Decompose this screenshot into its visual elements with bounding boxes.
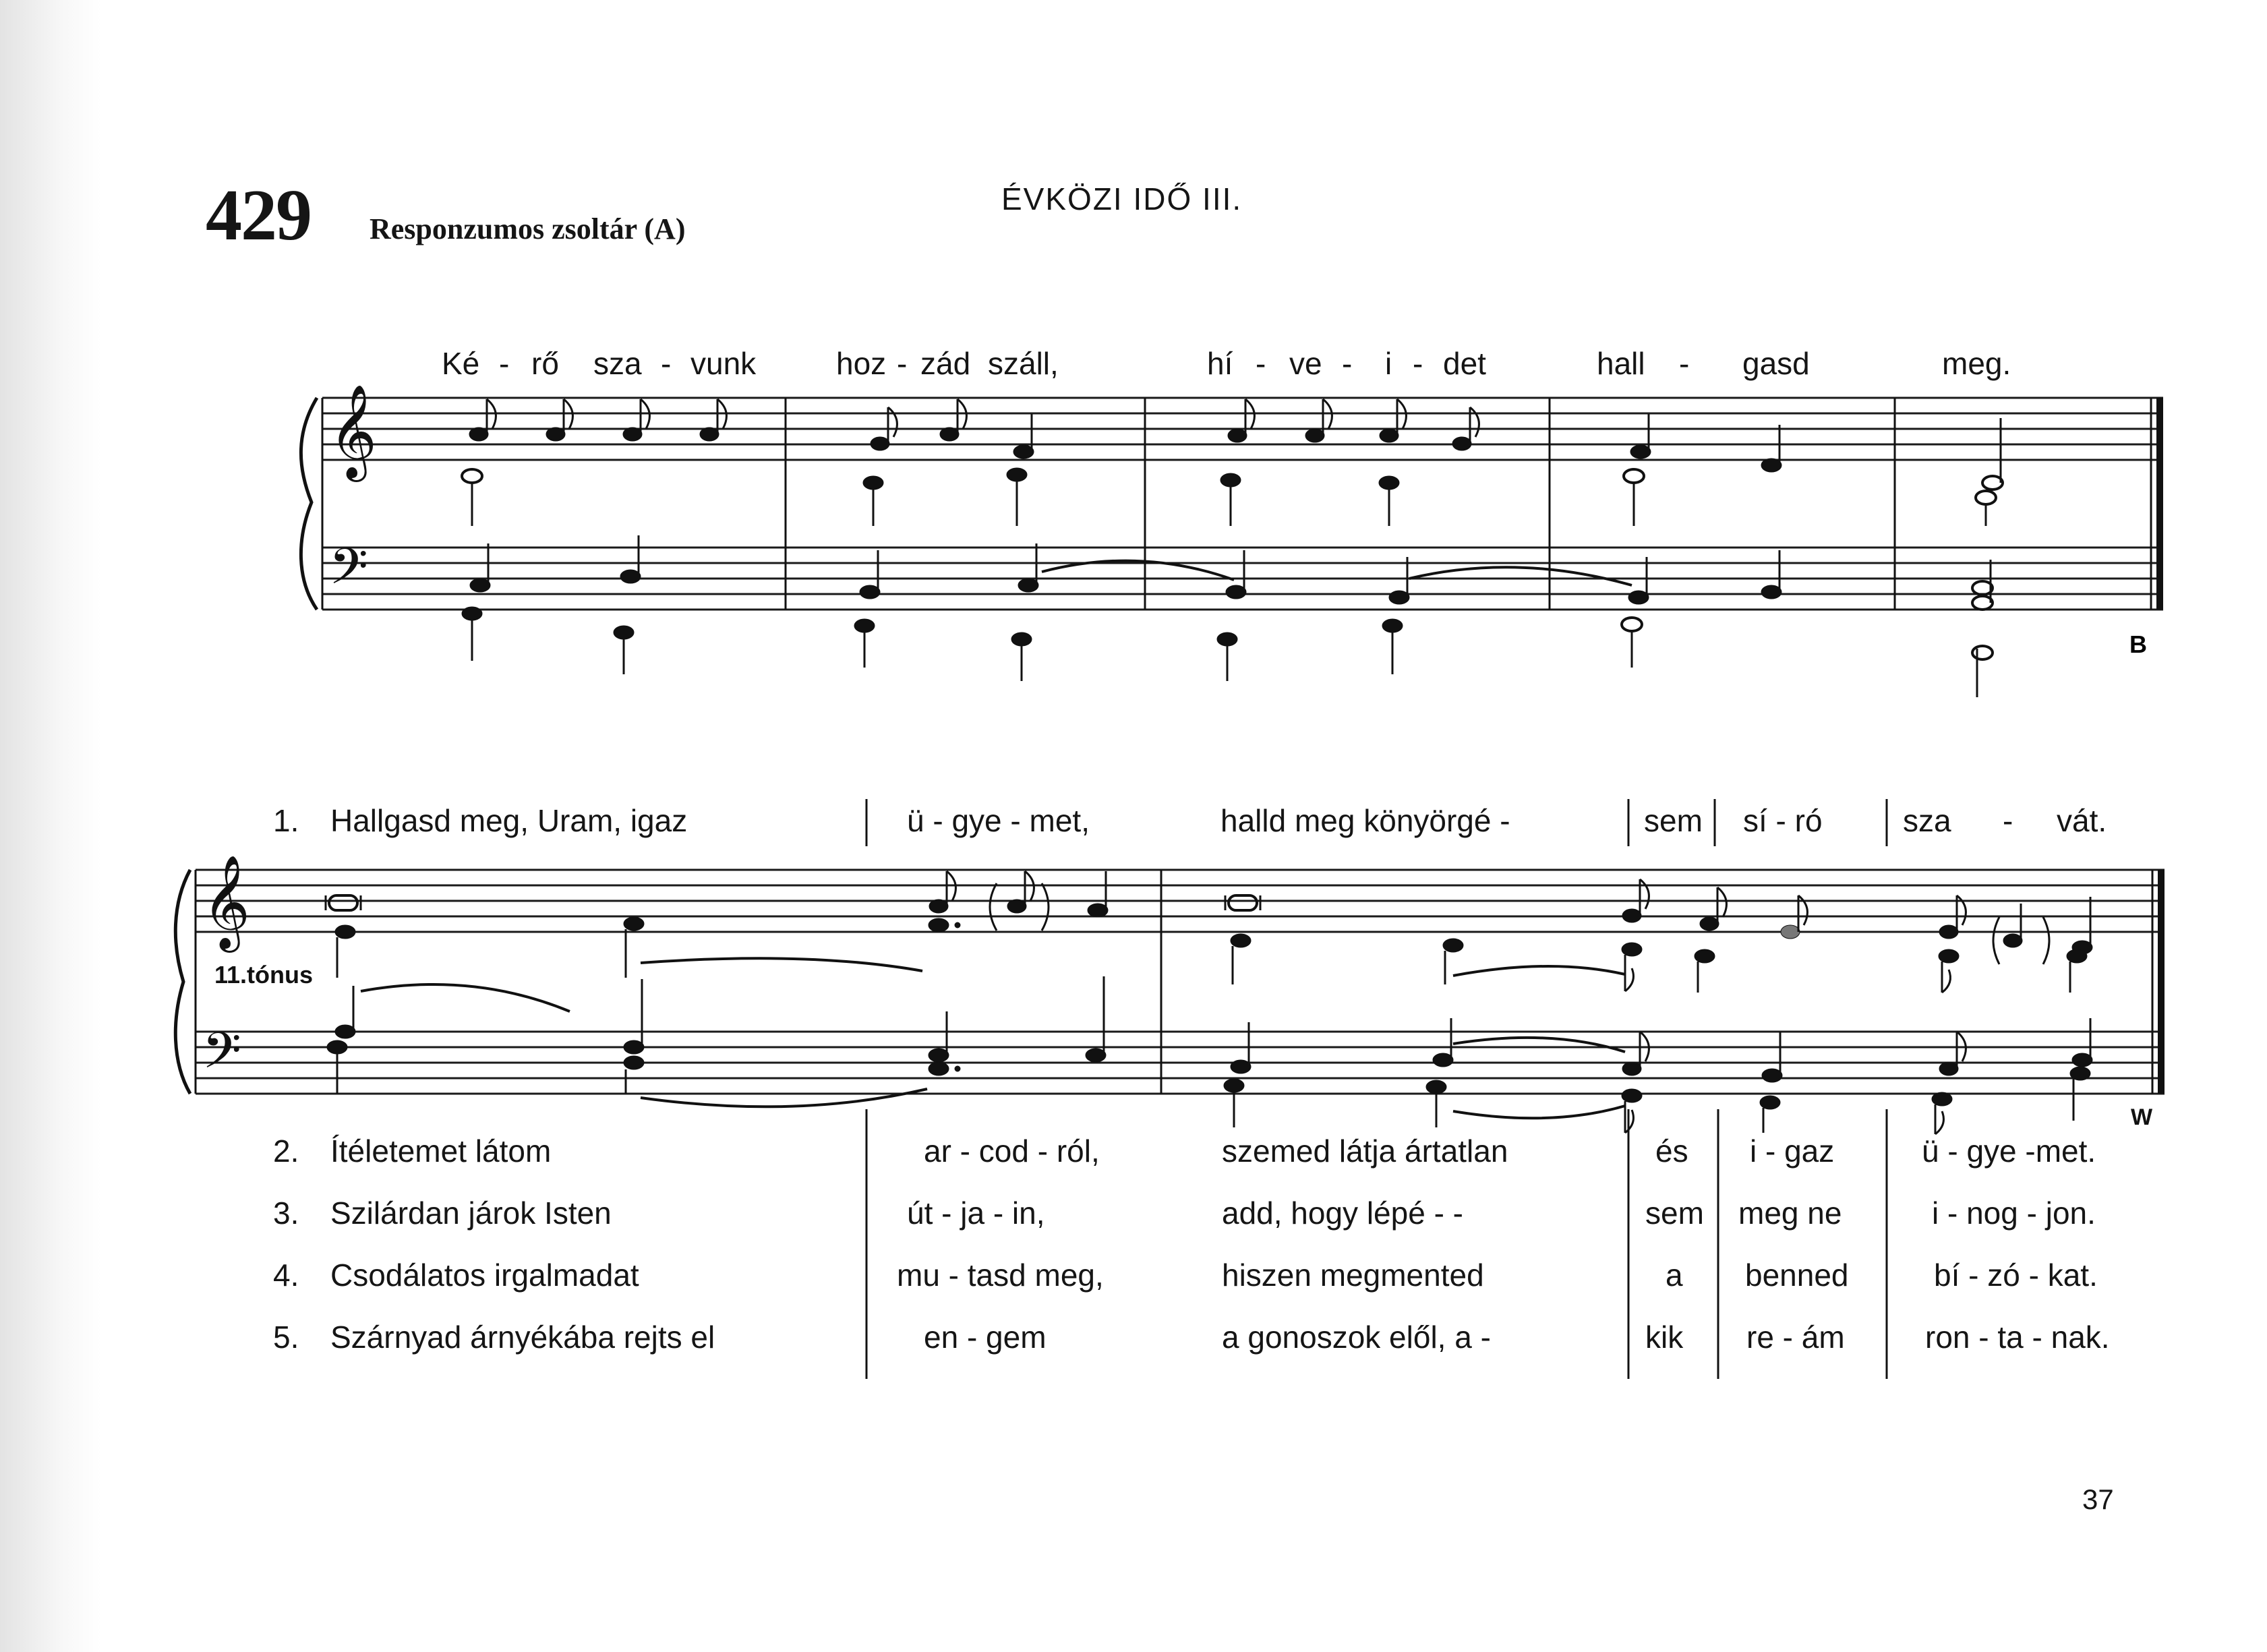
note-head bbox=[2070, 1067, 2090, 1080]
antiphon-syllable: - bbox=[1413, 346, 1423, 381]
verse-segment: út - ja - in, bbox=[907, 1196, 1045, 1231]
verse-1-segment: sí - ró bbox=[1743, 803, 1823, 838]
note-head bbox=[1781, 925, 1800, 939]
verse-segment: bí - zó - kat. bbox=[1934, 1258, 2098, 1293]
note-head bbox=[1443, 939, 1463, 952]
antiphon-syllable: hí bbox=[1207, 346, 1233, 381]
note-head bbox=[1932, 1092, 1952, 1106]
antiphon-syllable: hoz bbox=[836, 346, 887, 381]
note-head bbox=[327, 1040, 347, 1054]
antiphon-syllable: det bbox=[1443, 346, 1486, 381]
verse-segment: és bbox=[1655, 1133, 1688, 1169]
note-head bbox=[1224, 1079, 1244, 1092]
antiphon-syllable: sza bbox=[593, 346, 642, 381]
note-head bbox=[2067, 949, 2087, 963]
verse-segment: ar - cod - ról, bbox=[924, 1133, 1100, 1169]
tone-brace bbox=[175, 870, 190, 1094]
verse-segment: sem bbox=[1645, 1196, 1704, 1231]
note-head bbox=[1007, 899, 1026, 913]
verse-segment: Szilárdan járok Isten bbox=[330, 1196, 612, 1231]
verse-number: 2. bbox=[273, 1133, 299, 1169]
bass-clef-icon: 𝄢 bbox=[202, 1022, 241, 1092]
antiphon-syllable: rő bbox=[531, 346, 559, 381]
tone-barlines bbox=[1161, 870, 2152, 1094]
verse-1-segment: sem bbox=[1644, 803, 1703, 838]
verse-number: 4. bbox=[273, 1258, 299, 1293]
note-head bbox=[335, 925, 355, 939]
verse-segment: mu - tasd meg, bbox=[897, 1258, 1104, 1293]
antiphon-syllable: hall bbox=[1597, 346, 1645, 381]
verse-1-segment: ü - gye - met, bbox=[907, 803, 1090, 838]
verse-row bbox=[0, 1319, 2267, 1366]
verse-segment: benned bbox=[1745, 1258, 1849, 1293]
breve-note bbox=[329, 895, 357, 910]
verse-segment: i - nog - jon. bbox=[1932, 1196, 2096, 1231]
treble-clef-icon: 𝄞 bbox=[202, 855, 250, 949]
verse-segment: i - gaz bbox=[1750, 1133, 1835, 1169]
treble-clef-icon: 𝄞 bbox=[329, 384, 377, 478]
antiphon-syllable: - bbox=[661, 346, 672, 381]
antiphon-syllable: ve bbox=[1289, 346, 1322, 381]
hymn-subtitle: Responzumos zsoltár (A) bbox=[370, 212, 686, 245]
breve-note bbox=[1229, 895, 1257, 910]
tone-bass-staff bbox=[196, 1032, 2165, 1094]
antiphon-end-mark: B bbox=[2129, 630, 2147, 658]
verse-segment: re - ám bbox=[1746, 1320, 1845, 1355]
verse-segment: szemed látja ártatlan bbox=[1222, 1133, 1508, 1169]
verse-segment: hiszen megmented bbox=[1222, 1258, 1484, 1293]
verse-segment: Csodálatos irgalmadat bbox=[330, 1258, 639, 1293]
note-head bbox=[1700, 917, 1719, 931]
verse-1-segment: vát. bbox=[2057, 803, 2107, 838]
verse-segment: meg ne bbox=[1738, 1196, 1842, 1231]
hymn-number: 429 bbox=[206, 175, 311, 256]
antiphon-syllable: - bbox=[1256, 346, 1266, 381]
note-head bbox=[1622, 909, 1641, 922]
note-head bbox=[1939, 1062, 1958, 1075]
verse-1-segment: halld meg könyörgé - bbox=[1220, 803, 1510, 838]
verse-1-segment: - bbox=[2003, 803, 2013, 838]
liturgical-season: ÉVKÖZI IDŐ III. bbox=[1001, 181, 1243, 216]
verse-segment: ron - ta - nak. bbox=[1925, 1320, 2110, 1355]
verse-segment: en - gem bbox=[924, 1320, 1047, 1355]
antiphon-syllable: - bbox=[1679, 346, 1690, 381]
tone-bass-notes bbox=[327, 976, 2092, 1134]
note-head bbox=[929, 918, 949, 932]
tone-label: 11.tónus bbox=[214, 961, 314, 989]
verse-number: 5. bbox=[273, 1320, 299, 1355]
verse-segment: add, hogy lépé - - bbox=[1222, 1196, 1464, 1231]
tone-final-barline bbox=[2158, 870, 2165, 1094]
verse-row bbox=[0, 1195, 2267, 1242]
verse-1-segment: sza bbox=[1903, 803, 1951, 838]
verse-segment: ü - gye -met. bbox=[1922, 1133, 2096, 1169]
bass-clef-icon: 𝄢 bbox=[329, 537, 368, 608]
note-head bbox=[1622, 1062, 1641, 1075]
verse-row bbox=[0, 1133, 2267, 1180]
antiphon-syllable: zád bbox=[920, 346, 971, 381]
antiphon-syllable: i bbox=[1385, 346, 1392, 381]
antiphon-syllable: - bbox=[897, 346, 908, 381]
note-head bbox=[1939, 949, 1959, 963]
note-head bbox=[624, 917, 644, 931]
antiphon-syllable: száll, bbox=[988, 346, 1059, 381]
note-head bbox=[1426, 1080, 1446, 1094]
antiphon-syllable: gasd bbox=[1742, 346, 1810, 381]
antiphon-syllable: - bbox=[1342, 346, 1353, 381]
note-head bbox=[929, 899, 948, 913]
note-head bbox=[1695, 949, 1715, 963]
verse-segment: a bbox=[1666, 1258, 1683, 1293]
verse-number: 1. bbox=[273, 803, 299, 838]
antiphon-syllable: Ké bbox=[442, 346, 480, 381]
page-number: 37 bbox=[2082, 1483, 2114, 1515]
tone-treble-staff bbox=[196, 870, 2165, 932]
verse-number: 3. bbox=[273, 1196, 299, 1231]
verse-row bbox=[0, 1257, 2267, 1304]
note-head bbox=[1760, 1096, 1780, 1109]
note-head bbox=[2003, 934, 2022, 947]
note-head bbox=[929, 1062, 949, 1075]
verse-segment: Ítéletemet látom bbox=[330, 1133, 552, 1169]
antiphon-syllable: meg. bbox=[1942, 346, 2011, 381]
verse-1-segment: Hallgasd meg, Uram, igaz bbox=[330, 803, 688, 838]
note-head bbox=[1622, 1089, 1642, 1102]
note-head bbox=[1231, 934, 1251, 947]
note-head bbox=[624, 1056, 644, 1069]
verse-segment: a gonoszok elől, a - bbox=[1222, 1320, 1491, 1355]
verse-segment: kik bbox=[1645, 1320, 1684, 1355]
note-head bbox=[1622, 943, 1642, 956]
tone-end-mark: W bbox=[2131, 1104, 2153, 1130]
antiphon-syllable: - bbox=[499, 346, 510, 381]
verse-segment: Szárnyad árnyékába rejts el bbox=[330, 1320, 715, 1355]
antiphon-syllable: vunk bbox=[690, 346, 757, 381]
note-head bbox=[1939, 925, 1958, 939]
